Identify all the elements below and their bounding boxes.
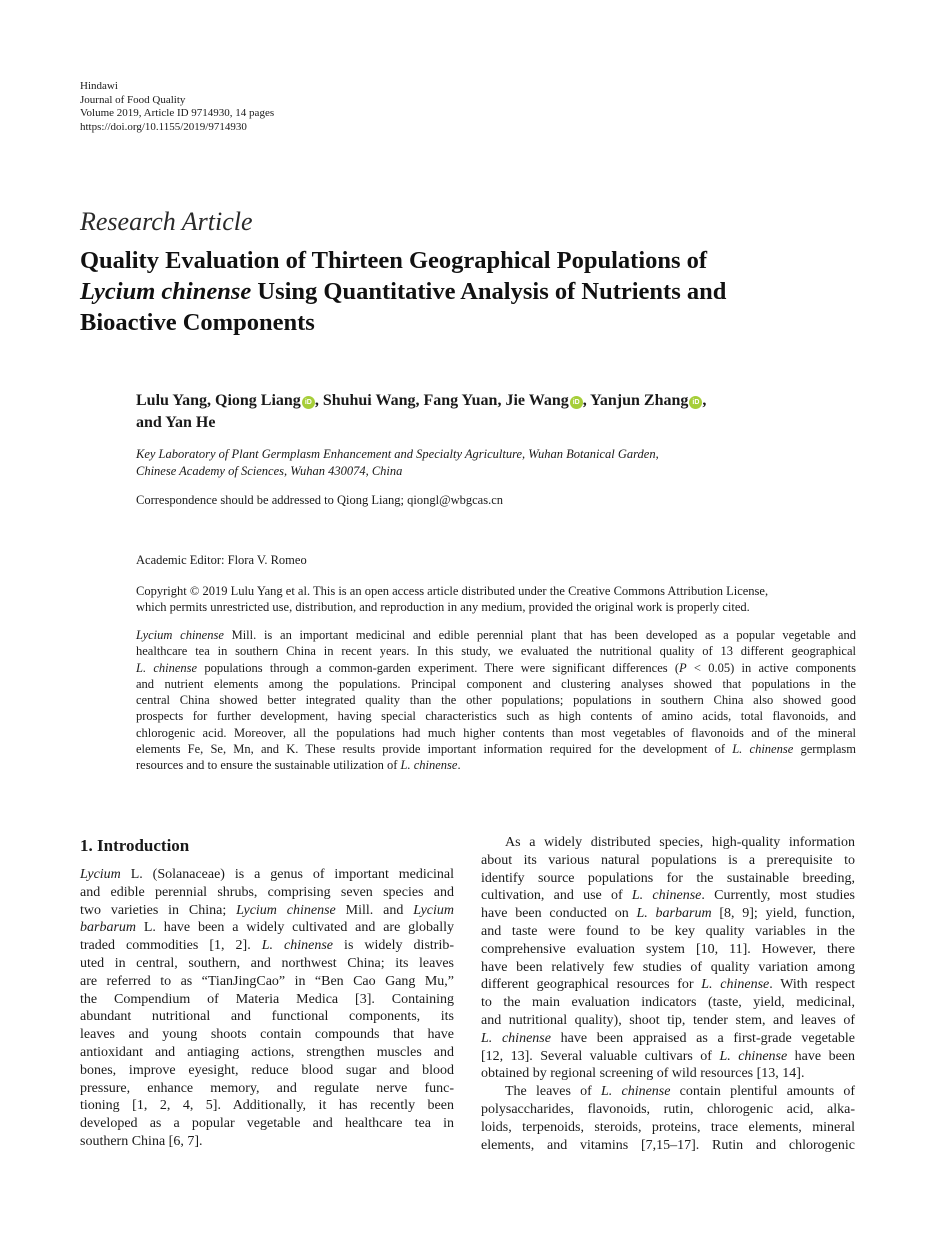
body-line: and edible perennial shrubs, comprising seven species and <box>80 884 454 900</box>
body-line: and nutritional quality), shoot tip, tender stem, and leaves of <box>481 1012 855 1028</box>
volume-info: Volume 2019, Article ID 9714930, 14 pages <box>80 107 275 119</box>
body-line: identify source populations for the sustainable breeding, <box>481 870 855 886</box>
author-line-2: and Yan He <box>136 414 216 431</box>
abstract-text: populations through a common-garden experiment. There were significant differences ( <box>197 660 680 675</box>
abstract <box>136 627 856 774</box>
body-line: have been relatively few studies of quality variation among <box>481 959 855 975</box>
body-text: L. (Solanaceae) is a genus of important medicinal <box>120 867 454 882</box>
doi-link[interactable]: https://doi.org/10.1155/2019/9714930 <box>80 120 247 133</box>
body-line <box>80 902 454 920</box>
journal-header <box>80 80 274 134</box>
affiliation-line-1: Key Laboratory of Plant Germplasm Enhancement and Specialty Agriculture, Wuhan Botanical Garden, <box>136 447 659 461</box>
left-column-text <box>80 866 454 1151</box>
body-line: the Compendium of Materia Medica [3]. Containing <box>80 991 454 1007</box>
species-name: L. chinense <box>631 888 702 904</box>
species-name: L. chinense <box>481 1030 551 1046</box>
abstract-text: . <box>457 758 461 773</box>
body-line: developed as a popular vegetable and healthcare tea in <box>80 1116 454 1132</box>
body-line <box>481 1030 855 1048</box>
body-text: cultivation, and use of <box>481 888 632 904</box>
author-list <box>136 390 856 434</box>
body-line <box>481 1048 855 1066</box>
title-line-2 <box>80 276 880 307</box>
affiliation-line-2: Chinese Academy of Sciences, Wuhan 430074, China <box>136 464 403 478</box>
abstract-line: and nutrient elements among the populations. Principal component and clustering analyses showed that populations in the <box>136 676 856 691</box>
body-line: are referred to as “TianJingCao” in “Ben Cao Gang Mu,” <box>80 973 454 989</box>
body-text: [8, 9]; yield, function, <box>711 906 856 922</box>
abstract-line: healthcare tea in southern China in recent years. In this study, we evaluated the nutritional quality of 13 different geographical <box>136 644 856 659</box>
body-line <box>80 866 454 884</box>
species-name: L. chinense <box>400 758 458 773</box>
species-name: L. barbarum <box>636 906 712 922</box>
species-name: Lycium chinense <box>236 902 336 918</box>
abstract-text: resources and to ensure the sustainable utilization of <box>136 758 401 773</box>
copyright-notice <box>136 583 768 615</box>
abstract-line <box>136 627 856 643</box>
journal-name: Journal of Food Quality <box>80 93 186 106</box>
body-line <box>481 905 855 923</box>
abstract-text: Mill. is an important medicinal and edible perennial plant that has been developed as a popular vegetable and <box>223 628 856 642</box>
body-line: As a widely distributed species, high-quality information <box>505 835 855 850</box>
body-line <box>481 1083 855 1101</box>
paper-title <box>80 245 880 338</box>
body-text: . Currently, most studies <box>701 888 855 904</box>
body-text: is widely distrib- <box>333 938 454 954</box>
body-line: abundant nutritional and functional components, its <box>80 1009 454 1025</box>
affiliation <box>136 446 659 480</box>
correspondence: Correspondence should be addressed to Qiong Liang; qiongl@wbgcas.cn <box>136 493 503 507</box>
species-name: barbarum <box>80 920 137 936</box>
academic-editor: Academic Editor: Flora V. Romeo <box>136 553 307 567</box>
body-text: . With respect <box>769 977 855 993</box>
copyright-line-2: which permits unrestricted use, distribution, and reproduction in any medium, provided the original work is properly cited. <box>136 600 750 614</box>
title-line-2-rest: Using Quantitative Analysis of Nutrients and <box>251 278 727 305</box>
body-text: have been conducted on <box>481 906 637 922</box>
body-line: elements, and vitamins [7,15–17]. Rutin and chlorogenic <box>481 1137 855 1153</box>
title-line-3: Bioactive Components <box>80 309 315 336</box>
body-line: obtained by regional screening of wild resources [13, 14]. <box>481 1066 805 1082</box>
species-name: Lycium chinense <box>136 628 224 642</box>
body-line: southern China [6, 7]. <box>80 1133 203 1149</box>
abstract-text: elements Fe, Se, Mn, and K. These results provide important information required for the development of <box>136 742 733 757</box>
author-names-3: , Yanjun Zhang <box>582 392 689 409</box>
abstract-line <box>136 660 856 676</box>
body-line: comprehensive evaluation system [10, 11]. However, there <box>481 941 855 957</box>
author-names-1: Lulu Yang, Qiong Liang <box>136 392 301 409</box>
orcid-icon[interactable]: iD <box>689 396 702 409</box>
species-name: L. chinense <box>261 938 334 954</box>
species-name: L. chinense <box>701 977 770 993</box>
body-text: Mill. and <box>335 902 414 918</box>
body-line: to the main evaluation indicators (taste, yield, medicinal, <box>481 995 855 1011</box>
body-line: polysaccharides, flavonoids, rutin, chlorogenic acid, alka- <box>481 1101 855 1117</box>
author-names-2: , Shuhui Wang, Fang Yuan, Jie Wang <box>314 392 569 409</box>
genus-name: Lycium <box>80 867 121 882</box>
right-column-text <box>481 834 855 1154</box>
genus-name: Lycium <box>413 902 454 918</box>
species-name: L. chinense <box>136 660 198 675</box>
abstract-line: chlorogenic acid. Moreover, all the populations had much higher contents than most vegetables of flavonoids and of the mineral <box>136 725 856 740</box>
orcid-icon[interactable]: iD <box>302 396 315 409</box>
body-line <box>481 887 855 905</box>
body-text: contain plentiful amounts of <box>670 1084 855 1100</box>
abstract-line <box>136 757 856 773</box>
body-text: [12, 13]. Several valuable cultivars of <box>481 1048 720 1064</box>
species-name: L. chinense <box>601 1084 671 1100</box>
body-text: The leaves of <box>505 1084 601 1100</box>
body-text: different geographical resources for <box>481 977 702 993</box>
abstract-text: < 0.05) in active components <box>686 660 856 675</box>
body-text: have been <box>787 1048 856 1064</box>
title-line-1: Quality Evaluation of Thirteen Geographical Populations of <box>80 247 708 274</box>
body-line <box>80 937 454 955</box>
body-line: uted in central, southern, and northwest China; its leaves <box>80 955 454 971</box>
body-text: two varieties in China; <box>80 902 237 918</box>
body-line: bones, improve eyesight, reduce blood sugar and blood <box>80 1062 454 1078</box>
abstract-line: prospects for further development, having special characteristics such as high contents of amino acids, total flavonoids, and <box>136 709 856 724</box>
body-line: about its various natural populations is a prerequisite to <box>481 852 855 868</box>
species-name: L. chinense <box>732 742 794 757</box>
body-line: antioxidant and antiaging actions, strengthen muscles and <box>80 1044 454 1060</box>
body-line: tioning [1, 2, 4, 5]. Additionally, it has recently been <box>80 1098 454 1114</box>
body-line: loids, terpenoids, steroids, proteins, trace elements, mineral <box>481 1119 855 1135</box>
orcid-icon[interactable]: iD <box>570 396 583 409</box>
title-species: Lycium chinense <box>80 278 252 305</box>
abstract-line: central China showed better integrated quality than the other populations; populations in southern China also showed good <box>136 693 856 708</box>
section-heading-introduction <box>80 836 189 856</box>
body-text: traded commodities [1, 2]. <box>80 938 262 954</box>
author-line-1 <box>136 390 856 412</box>
body-line: and taste were found to be key quality variables in the <box>481 923 855 939</box>
copyright-line-1: Copyright © 2019 Lulu Yang et al. This is an open access article distributed under the Creative Commons Attribution License, <box>136 584 769 598</box>
p-value-symbol: P <box>679 660 687 675</box>
abstract-text: germplasm <box>793 742 857 757</box>
article-type: Research Article <box>80 207 253 236</box>
abstract-line <box>136 741 856 757</box>
publisher-name: Hindawi <box>80 80 118 92</box>
species-name: L. chinense <box>719 1048 788 1064</box>
section-number: 1. <box>80 836 93 855</box>
body-text: L. have been a widely cultivated and are globally <box>136 920 454 936</box>
author-comma: , <box>702 392 707 409</box>
body-line: pressure, enhance memory, and regulate nerve func- <box>80 1080 454 1096</box>
body-line: leaves and young shoots contain compounds that have <box>80 1027 454 1043</box>
body-text: have been appraised as a first-grade vegetable <box>550 1030 856 1046</box>
body-line <box>80 919 454 937</box>
body-line <box>481 976 855 994</box>
section-title: Introduction <box>97 836 190 855</box>
